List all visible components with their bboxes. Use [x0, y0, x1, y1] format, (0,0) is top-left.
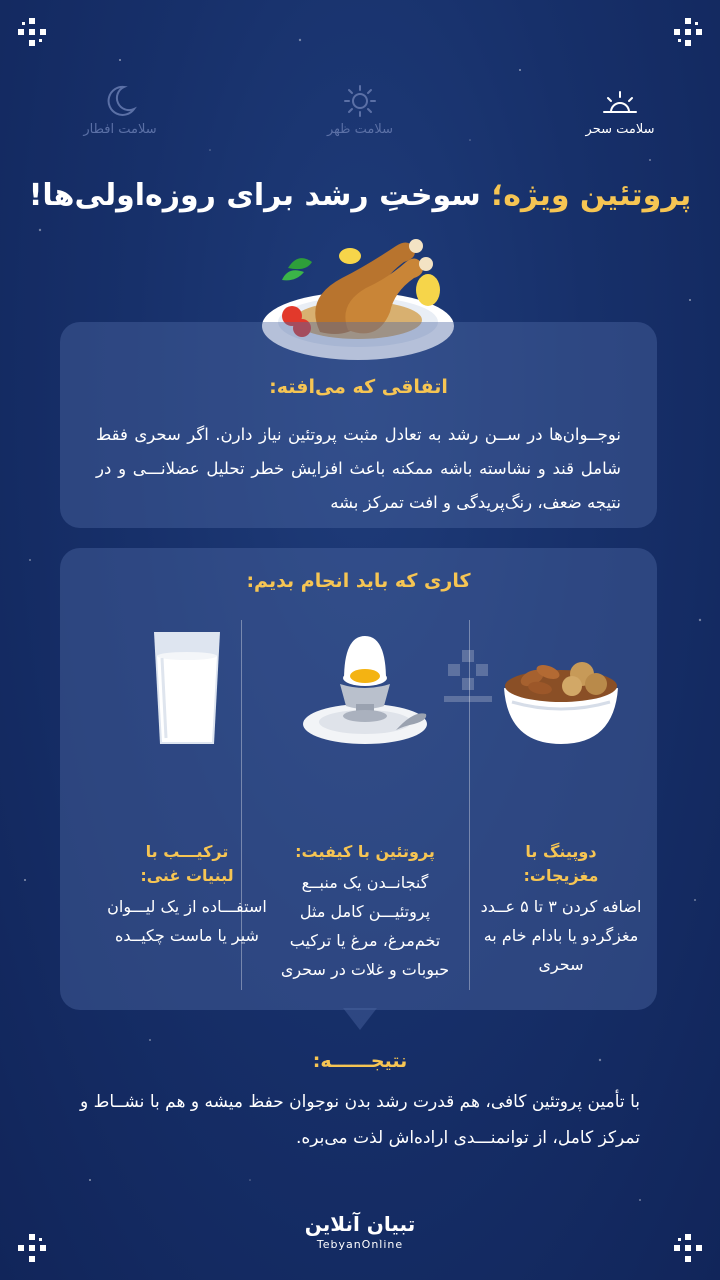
tip-text: گنجانــدن یک منبــع پروتئیـــن کامل مثل تخم‌مرغ، مرغ یا ترکیب حبوبات و غلات در سحری	[280, 873, 450, 979]
sunrise-icon	[600, 84, 640, 118]
page-title	[0, 178, 720, 213]
result-heading: نتیجــــــه:	[312, 1050, 408, 1072]
corner-ornament-icon	[18, 18, 46, 46]
tab-zohr[interactable]	[300, 84, 420, 137]
sun-icon	[340, 84, 380, 118]
crescent-moon-icon	[100, 84, 140, 118]
title-rest: سوختِ رشد برای روزه‌اولی‌ها!	[28, 178, 492, 213]
tip-text: استفـــاده از یک لیـــوان شیر یا ماست چکیــده	[107, 897, 267, 945]
tip-nuts	[470, 628, 652, 979]
tab-label: سلامت افطار	[83, 122, 157, 137]
card-pointer	[343, 1008, 377, 1030]
tip-protein	[274, 628, 456, 984]
corner-ornament-icon	[674, 1234, 702, 1262]
tebyan-watermark-icon	[440, 650, 496, 710]
nuts-bowl-icon	[496, 628, 626, 752]
tab-eftar[interactable]	[60, 84, 180, 137]
what-happens-heading: اتفاقی که می‌افته:	[269, 376, 448, 398]
tip-text: اضافه کردن ۳ تا ۵ عــدد مغزگردو یا بادام خام به سحری	[480, 897, 642, 974]
what-happens-text: نوجــوان‌ها در ســن رشد به تعادل مثبت پروتئین نیاز دارن. اگر سحری فقط شامل قند و نشاسته باشه ممکنه باعث افزایش خطر تحلیل عضلانـــی و در نتیجه ضعف، رنگ‌پریدگی و افت تمرکز بشه	[96, 425, 621, 512]
boiled-egg-icon	[300, 628, 430, 752]
brand-logo[interactable]	[260, 1212, 460, 1251]
tip-title: دوپینگ با مغزیجات:	[523, 842, 599, 885]
tab-sahar[interactable]	[560, 84, 680, 137]
result-text: با تأمین پروتئین کافی، هم قدرت رشد بدن نوجوان حفظ میشه و هم با نشــاط و تمرکز کامل، از توانمنـــدی اراده‌اش لذت می‌بره.	[80, 1092, 640, 1148]
brand-name-persian: تبیان آنلاین	[304, 1212, 416, 1236]
tip-dairy	[96, 628, 278, 950]
what-happens-card	[60, 322, 657, 528]
tip-title: ترکیـــب با لبنیات غنی:	[140, 842, 234, 885]
what-to-do-heading: کاری که باید انجام بدیم:	[246, 570, 471, 592]
corner-ornament-icon	[18, 1234, 46, 1262]
tab-label: سلامت ظهر	[326, 122, 394, 137]
brand-name-latin: TebyanOnline	[316, 1238, 404, 1251]
tab-label: سلامت سحر	[585, 122, 655, 137]
title-highlight: پروتئین ویژه؛	[491, 178, 692, 213]
milk-glass-icon	[122, 628, 252, 752]
meal-time-tabs	[60, 84, 660, 144]
what-to-do-card	[60, 548, 657, 1010]
corner-ornament-icon	[674, 18, 702, 46]
tip-title: پروتئین با کیفیت:	[295, 842, 435, 861]
